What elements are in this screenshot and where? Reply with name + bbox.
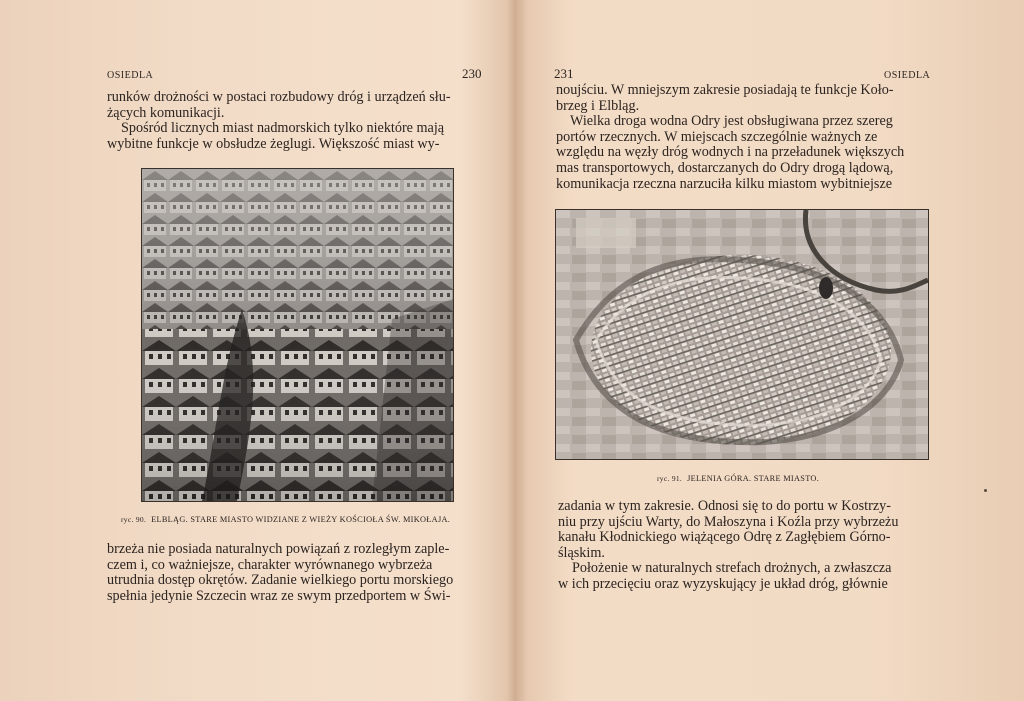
- text-block-top: [107, 90, 482, 152]
- page-number: 230: [462, 66, 482, 81]
- text-block-bottom: [558, 499, 936, 593]
- figure-number: ryc. 90.: [121, 515, 147, 524]
- text-line: utrudnia dostęp okrętów. Zadanie wielkiego portu morskiego: [107, 572, 454, 589]
- text-line: mas transportowych, dostarczanych do Odry drogą lądową,: [556, 159, 894, 176]
- photo-elblag-old-town: [141, 168, 454, 502]
- text-line: kanału Kłodnickiego wiążącego Odrę z Zagłębiem Górno-: [558, 529, 891, 546]
- caption-text: JELENIA GÓRA. STARE MIASTO.: [687, 474, 820, 483]
- aerial-rooftops-image: [142, 169, 453, 501]
- right-page: [518, 0, 1024, 701]
- photo-jelenia-gora-old-town: [555, 209, 929, 460]
- paragraph: [107, 542, 485, 604]
- text-line: Położenie w naturalnych strefach drożnych, a zwłaszcza: [572, 560, 892, 577]
- paragraph: [558, 561, 936, 592]
- text-line: czem i, co ważniejsze, charakter wyrównanego wybrzeża: [107, 556, 433, 573]
- text-block-bottom: [107, 542, 485, 604]
- paper-speck: [984, 489, 987, 492]
- running-header: OSIEDLA: [884, 70, 931, 81]
- text-line: w ich przecięciu oraz wyzyskujący je układ dróg, głównie: [558, 575, 888, 592]
- text-line: względu na węzły dróg wodnych i na przeładunek większych: [556, 144, 905, 161]
- text-block-top: [556, 83, 934, 192]
- caption-text: ELBLĄG. STARE MIASTO WIDZIANE Z WIEŻY KOŚCIOŁA ŚW. MIKOŁAJA.: [151, 515, 451, 524]
- paragraph: [107, 121, 482, 152]
- text-line: wybitne funkcje w obsłudze żeglugi. Większość miast wy-: [107, 135, 440, 152]
- text-line: portów rzecznych. W miejscach szczególnie ważnych ze: [556, 128, 878, 145]
- paragraph: [556, 83, 934, 114]
- paragraph: [107, 90, 482, 121]
- text-line: komunikacja rzeczna narzuciła kilku miastom wybitniejsze: [556, 175, 893, 192]
- text-line: brzeża nie posiada naturalnych powiązań z rozległym zaple-: [107, 541, 450, 557]
- text-line: zadania w tym zakresie. Odnosi się to do portu w Kostrzy-: [558, 498, 891, 514]
- text-line: brzeg i Elbląg.: [556, 97, 640, 114]
- text-line: noujściu. W mniejszym zakresie posiadają te funkcje Koło-: [556, 82, 894, 98]
- text-line: Spośród licznych miast nadmorskich tylko niektóre mają: [121, 120, 445, 137]
- paragraph: [558, 499, 936, 561]
- text-line: Wielka droga wodna Odry jest obsługiwana przez szereg: [570, 113, 893, 130]
- text-line: żących komunikacji.: [107, 104, 225, 121]
- page-number: 231: [554, 66, 574, 81]
- running-header: OSIEDLA: [107, 70, 154, 81]
- text-line: runków drożności w postaci rozbudowy dróg i urządzeń słu-: [107, 89, 451, 105]
- paragraph: [556, 114, 934, 192]
- text-line: niu przy ujściu Warty, do Małoszyna i Koźla przy wybrzeżu: [558, 513, 899, 530]
- figure-number: ryc. 91.: [657, 474, 683, 483]
- aerial-city-image: [556, 210, 928, 459]
- text-line: śląskim.: [558, 544, 605, 561]
- figure-caption: [121, 515, 450, 524]
- text-line: spełnia jedynie Szczecin wraz ze swym przedportem w Świ-: [107, 587, 451, 604]
- figure-caption: [657, 474, 819, 483]
